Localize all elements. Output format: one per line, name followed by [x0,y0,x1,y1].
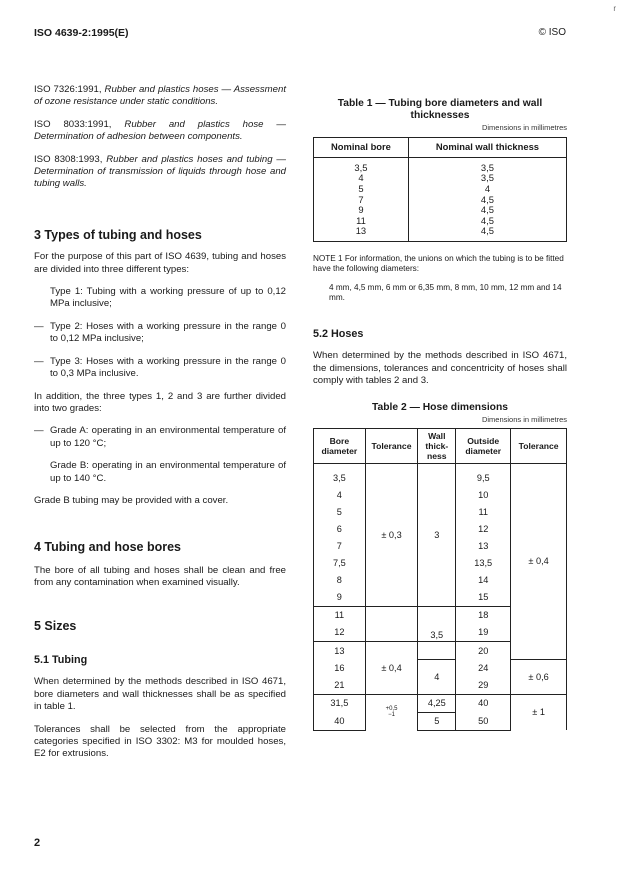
section-5-1-heading: 5.1 Tubing [34,653,88,666]
type-2-text: — Type 2: Hoses with a working pressure in the range 0 to 0,12 MPa inclusive; [34,320,286,345]
section-4-text: The bore of all tubing and hoses shall be clean and free from any contamination when examined visually. [34,564,286,589]
section-5-heading: 5 Sizes [34,618,77,633]
type-1-text: Type 1: Tubing with a working pressure of up to 0,12 MPa inclusive; [50,286,286,310]
section-5-2-text: When determined by the methods described in ISO 4671, the dimensions, tolerances and concentricity of hoses shall comply with tables 2 and 3. [313,350,567,387]
grade-a-text: — Grade A: operating in an environmental temperature of up to 120 °C; [34,425,286,449]
table-row: 5 4 [314,184,567,195]
table-2-header-wall: Wall thick-ness [418,429,456,464]
table-2-caption: Table 2 — Hose dimensions [372,401,508,413]
page-number: 2 [34,837,41,849]
table-1-header-bore: Nominal bore [314,138,409,157]
section-5-2-heading: 5.2 Hoses [313,327,364,340]
left-column [34,84,286,771]
type-3-text: — Type 3: Hoses with a working pressure in the range 0 to 0,3 MPa inclusive. [34,355,286,380]
right-column [313,98,567,731]
table-row: 9 4,5 [314,205,567,216]
table-row: 31,5 +0,5 −1 4,25 40 ± 1 [314,694,567,712]
table-1-note: NOTE 1 For information, the unions on which the tubing is to be fitted have the following diameters: [313,253,564,274]
section-5-1-text: When determined by the methods described in ISO 4671, bore diameters and wall thicknesses shall be as specified in table 1. [34,676,286,713]
table-row: 13 ± 0,4 20 [314,642,567,660]
union-diameters: 4 mm, 4,5 mm, 6 mm or 6,35 mm, 8 mm, 10 mm, 12 mm and 14 mm. [329,282,562,303]
table-row: 6 12 [314,521,567,538]
copyright-mark: © ISO [538,27,566,38]
cover-text: Grade B tubing may be provided with a cover. [34,494,229,506]
table-1-header-wall: Nominal wall thickness [408,138,566,157]
table-2 [313,428,567,731]
table-row: 5 11 [314,504,567,521]
tolerance-plus-minus: +0,5 −1 [365,694,418,730]
table-row: 7 13 [314,538,567,555]
tolerances-text: Tolerances shall be selected from the appropriate categories specified in ISO 3302: M3 for moulded hoses, E2 for extrusions. [34,723,286,760]
grades-intro: In addition, the three types 1, 2 and 3 are further divided into two grades: [34,390,286,414]
grade-b-text: Grade B: operating in an environmental temperature of up to 140 °C. [50,460,286,484]
section-3-intro: For the purpose of this part of ISO 4639, tubing and hoses are divided into three different types: [34,251,286,275]
table-row: 7 4,5 [314,195,567,206]
table-row: 11 4,5 [314,216,567,227]
table-1-units: Dimensions in millimetres [481,123,567,132]
reference-iso7326: ISO 7326:1991, Rubber and plastics hoses — Assessment of ozone resistance under static conditions. [34,84,286,108]
table-1-caption: Table 1 — Tubing bore diameters and wall thicknesses [337,98,543,121]
table-row: 3,5 ± 0,3 3 9,5 ± 0,4 [314,464,567,488]
table-2-header-outside: Outside diameter [456,429,511,464]
table-2-header-bore: Bore diameter [314,429,366,464]
table-row: 9 15 [314,589,567,607]
table-2-units: Dimensions in millimetres [481,414,567,424]
table-row: 11 3,5 18 [314,607,567,625]
reference-iso8033: ISO 8033:1991, Rubber and plastics hose — Determination of adhesion between components. [34,118,286,143]
table-row: 8 14 [314,572,567,589]
document-id: ISO 4639-2:1995(E) [34,27,129,39]
table-row: 13 4,5 [314,226,567,241]
table-row: 40 5 50 [314,712,567,730]
table-row: 4 3,5 [314,173,567,184]
corner-mark: r [613,4,616,13]
section-3-heading: 3 Types of tubing and hoses [34,227,202,242]
table-row: 12 19 [314,624,567,642]
table-row: 21 29 [314,677,567,695]
table-1 [313,137,567,242]
table-row: 3,5 3,5 [314,157,567,173]
table-row: 4 10 [314,487,567,504]
table-row: 7,5 13,5 [314,555,567,572]
table-2-header-tolerance: Tolerance [365,429,418,464]
table-2-header-outside-tolerance: Tolerance [511,429,567,464]
reference-iso8308: ISO 8308:1993, Rubber and plastics hoses and tubing — Determination of transmission of liquids through hose and tubing walls. [34,153,286,190]
table-row: 16 4 24 ± 0,6 [314,660,567,677]
section-4-heading: 4 Tubing and hose bores [34,540,182,555]
